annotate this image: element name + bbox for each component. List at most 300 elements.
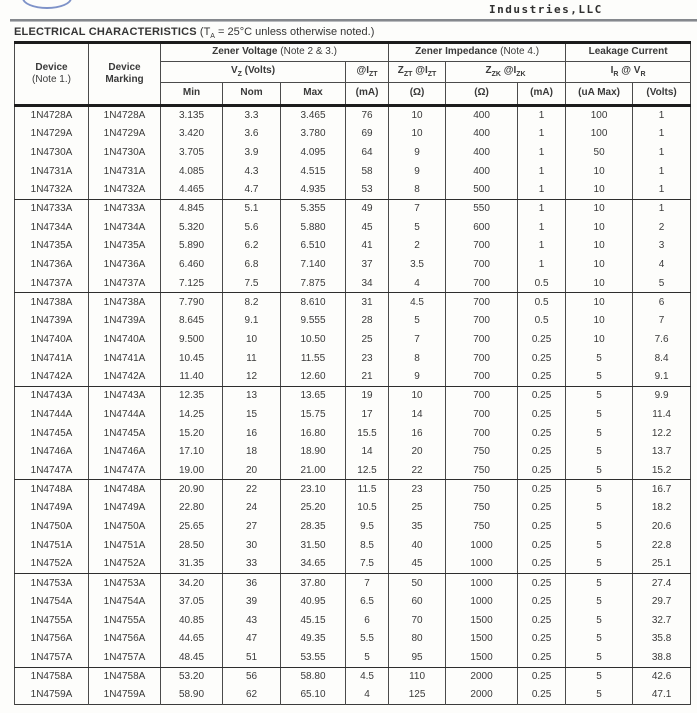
cell: 5 <box>566 573 633 592</box>
cell: 1N4733A <box>15 199 89 218</box>
cell: 4 <box>633 255 691 274</box>
cell: 31 <box>346 293 389 312</box>
page-title <box>14 26 374 40</box>
cell: 15.5 <box>346 424 389 443</box>
unit-header-ua-max: (uA Max) <box>566 83 633 106</box>
cell: 23.10 <box>281 480 346 499</box>
cell: 1N4750A <box>15 517 89 536</box>
cell: 5 <box>566 386 633 405</box>
unit-header-zzk-ohm: (Ω) <box>446 83 518 106</box>
cell: 10.5 <box>346 499 389 518</box>
cell: 10 <box>223 330 281 349</box>
table-row <box>15 461 691 480</box>
col-header-device-marking <box>89 43 161 106</box>
cell: 18.90 <box>281 442 346 461</box>
cell: 0.25 <box>518 480 566 499</box>
cell: 64 <box>346 143 389 162</box>
cell: 5 <box>633 274 691 293</box>
cell: 16 <box>389 424 446 443</box>
cell: 3.9 <box>223 143 281 162</box>
cell: 5 <box>566 630 633 649</box>
cell: 1N4758A <box>15 667 89 686</box>
cell: 45.15 <box>281 611 346 630</box>
cell: 3.705 <box>161 143 223 162</box>
cell: 700 <box>446 386 518 405</box>
cell: 4.935 <box>281 180 346 199</box>
zzt-s2: ZT <box>427 70 437 78</box>
cell: 1N4746A <box>89 442 161 461</box>
cell: 1N4752A <box>89 555 161 574</box>
cell: 5 <box>566 368 633 387</box>
cell: 20 <box>223 461 281 480</box>
unit-header-zzk-ma: (mA) <box>518 83 566 106</box>
cell: 0.25 <box>518 405 566 424</box>
cell: 7.5 <box>346 555 389 574</box>
table-row <box>15 424 691 443</box>
table-row <box>15 218 691 237</box>
cell: 0.25 <box>518 330 566 349</box>
marking-label-line2: Marking <box>105 74 144 85</box>
cell: 39 <box>223 592 281 611</box>
cell: 53.20 <box>161 667 223 686</box>
cell: 9.555 <box>281 311 346 330</box>
table-header <box>15 43 691 106</box>
cell: 4.095 <box>281 143 346 162</box>
cell: 27.4 <box>633 573 691 592</box>
table-row <box>15 517 691 536</box>
irvr-p1: I <box>610 64 614 76</box>
cell: 700 <box>446 330 518 349</box>
cell: 1N4755A <box>89 611 161 630</box>
cell: 7.6 <box>633 330 691 349</box>
table-row <box>15 274 691 293</box>
cell: 6.2 <box>223 237 281 256</box>
cell: 19.00 <box>161 461 223 480</box>
cell: 1N4758A <box>89 667 161 686</box>
cell: 5 <box>566 686 633 705</box>
irvr-s2: R <box>640 70 646 78</box>
cell: 22 <box>223 480 281 499</box>
cell: 13 <box>223 386 281 405</box>
cell: 0.25 <box>518 555 566 574</box>
cell: 7 <box>346 573 389 592</box>
cell: 5.890 <box>161 237 223 256</box>
cell: 16.80 <box>281 424 346 443</box>
cell: 1N4728A <box>89 106 161 125</box>
cell: 23 <box>389 480 446 499</box>
zener-impedance-label: Zener Impedance <box>415 46 498 58</box>
cell: 65.10 <box>281 686 346 705</box>
cell: 1 <box>633 124 691 143</box>
cell: 700 <box>446 349 518 368</box>
cell: 7 <box>633 311 691 330</box>
cell: 0.5 <box>518 293 566 312</box>
cell: 1N4759A <box>89 686 161 705</box>
cell: 95 <box>389 648 446 667</box>
table-row <box>15 648 691 667</box>
cell: 50 <box>566 143 633 162</box>
cell: 20 <box>389 442 446 461</box>
cell: 5 <box>389 311 446 330</box>
cell: 0.25 <box>518 686 566 705</box>
table-row <box>15 311 691 330</box>
cell: 1N4738A <box>15 293 89 312</box>
cell: 6.8 <box>223 255 281 274</box>
cell: 1N4742A <box>15 368 89 387</box>
cell: 1N4751A <box>89 536 161 555</box>
cell: 5.355 <box>281 199 346 218</box>
cell: 7 <box>389 330 446 349</box>
izt-base: @I <box>356 64 369 76</box>
cell: 43 <box>223 611 281 630</box>
cell: 16 <box>223 424 281 443</box>
cell: 0.25 <box>518 424 566 443</box>
cell: 1N4755A <box>15 611 89 630</box>
cell: 750 <box>446 499 518 518</box>
irvr-p2: @ V <box>618 64 641 76</box>
table-row <box>15 592 691 611</box>
cell: 5.6 <box>223 218 281 237</box>
title-main: ELECTRICAL CHARACTERISTICS <box>14 26 197 38</box>
cell: 28.35 <box>281 517 346 536</box>
cell: 8 <box>389 180 446 199</box>
cell: 1N4759A <box>15 686 89 705</box>
cell: 58.90 <box>161 686 223 705</box>
cell: 56 <box>223 667 281 686</box>
cell: 1N4757A <box>15 648 89 667</box>
cell: 3 <box>633 237 691 256</box>
cell: 10.50 <box>281 330 346 349</box>
cell: 3.3 <box>223 106 281 125</box>
cell: 14 <box>389 405 446 424</box>
electrical-characteristics-table <box>14 41 691 705</box>
cell: 1 <box>633 199 691 218</box>
izt-sub: ZT <box>369 70 378 78</box>
cell: 76 <box>346 106 389 125</box>
cell: 0.5 <box>518 274 566 293</box>
cell: 110 <box>389 667 446 686</box>
cell: 12.5 <box>346 461 389 480</box>
cell: 0.5 <box>518 311 566 330</box>
cell: 10 <box>566 255 633 274</box>
cell: 28 <box>346 311 389 330</box>
cell: 0.25 <box>518 349 566 368</box>
cell: 0.25 <box>518 536 566 555</box>
cell: 53.55 <box>281 648 346 667</box>
cell: 1N4732A <box>15 180 89 199</box>
cell: 51 <box>223 648 281 667</box>
zener-impedance-note: (Note 4.) <box>497 46 540 58</box>
table-row <box>15 162 691 181</box>
cell: 1 <box>518 180 566 199</box>
cell: 5.5 <box>346 630 389 649</box>
cell: 44.65 <box>161 630 223 649</box>
cell: 34.20 <box>161 573 223 592</box>
cell: 1500 <box>446 630 518 649</box>
cell: 49.35 <box>281 630 346 649</box>
cell: 22.8 <box>633 536 691 555</box>
cell: 5 <box>566 517 633 536</box>
cell: 3.135 <box>161 106 223 125</box>
cell: 1N4734A <box>89 218 161 237</box>
cell: 37.80 <box>281 573 346 592</box>
cell: 5 <box>566 442 633 461</box>
cell: 3.780 <box>281 124 346 143</box>
cell: 30 <box>223 536 281 555</box>
cell: 700 <box>446 368 518 387</box>
table-row <box>15 686 691 705</box>
cell: 10 <box>566 311 633 330</box>
cell: 1000 <box>446 555 518 574</box>
group-header-zener-impedance <box>389 43 566 62</box>
cell: 1N4737A <box>15 274 89 293</box>
cell: 750 <box>446 480 518 499</box>
cell: 24 <box>223 499 281 518</box>
cell: 0.25 <box>518 499 566 518</box>
table-row <box>15 180 691 199</box>
cell: 3.420 <box>161 124 223 143</box>
cell: 1 <box>633 162 691 181</box>
cell: 35.8 <box>633 630 691 649</box>
cell: 1000 <box>446 536 518 555</box>
cell: 0.25 <box>518 442 566 461</box>
cell: 700 <box>446 293 518 312</box>
cell: 42.6 <box>633 667 691 686</box>
cell: 25 <box>346 330 389 349</box>
cell: 1N4748A <box>89 480 161 499</box>
cell: 4.515 <box>281 162 346 181</box>
cell: 0.25 <box>518 611 566 630</box>
cell: 15.75 <box>281 405 346 424</box>
cell: 7.140 <box>281 255 346 274</box>
cell: 7.790 <box>161 293 223 312</box>
cell: 9.1 <box>223 311 281 330</box>
cell: 12.60 <box>281 368 346 387</box>
cell: 1N4731A <box>15 162 89 181</box>
cell: 1N4729A <box>89 124 161 143</box>
cell: 25 <box>389 499 446 518</box>
cell: 5 <box>566 611 633 630</box>
cell: 48.45 <box>161 648 223 667</box>
title-note-post: = 25°C unless otherwise noted.) <box>214 26 375 38</box>
cell: 1000 <box>446 592 518 611</box>
cell: 5 <box>566 592 633 611</box>
cell: 1N4729A <box>15 124 89 143</box>
cell: 10 <box>389 106 446 125</box>
cell: 100 <box>566 124 633 143</box>
cell: 1N4735A <box>15 237 89 256</box>
cell: 11.40 <box>161 368 223 387</box>
cell: 5.320 <box>161 218 223 237</box>
vz-sub: Z <box>237 70 242 78</box>
cell: 11.4 <box>633 405 691 424</box>
cell: 25.20 <box>281 499 346 518</box>
cell: 23 <box>346 349 389 368</box>
table-row <box>15 124 691 143</box>
cell: 34 <box>346 274 389 293</box>
cell: 1 <box>633 106 691 125</box>
cell: 7 <box>389 199 446 218</box>
cell: 29.7 <box>633 592 691 611</box>
cell: 9 <box>389 368 446 387</box>
cell: 47 <box>223 630 281 649</box>
brand-text: Industries,LLC <box>489 3 603 16</box>
cell: 17 <box>346 405 389 424</box>
cell: 750 <box>446 442 518 461</box>
cell: 17.10 <box>161 442 223 461</box>
cell: 36 <box>223 573 281 592</box>
vz-rest: (Volts) <box>241 64 276 76</box>
cell: 1N4757A <box>89 648 161 667</box>
cell: 62 <box>223 686 281 705</box>
cell: 4.5 <box>346 667 389 686</box>
zzt-p2: @I <box>412 64 428 76</box>
table-row <box>15 536 691 555</box>
cell: 3.465 <box>281 106 346 125</box>
cell: 1N4747A <box>89 461 161 480</box>
cell: 7.5 <box>223 274 281 293</box>
table-row <box>15 611 691 630</box>
cell: 400 <box>446 124 518 143</box>
cell: 125 <box>389 686 446 705</box>
cell: 40.85 <box>161 611 223 630</box>
unit-header-zzt-ohm: (Ω) <box>389 83 446 106</box>
cell: 1N4753A <box>15 573 89 592</box>
cell: 69 <box>346 124 389 143</box>
cell: 600 <box>446 218 518 237</box>
subheader-zzk-at-izk <box>446 62 566 83</box>
cell: 3.5 <box>389 255 446 274</box>
cell: 0.25 <box>518 517 566 536</box>
cell: 20.6 <box>633 517 691 536</box>
unit-header-nom: Nom <box>223 83 281 106</box>
table-row <box>15 349 691 368</box>
cell: 10 <box>566 218 633 237</box>
subheader-zzt-at-izt <box>389 62 446 83</box>
zzk-s1: ZK <box>491 70 501 78</box>
cell: 1N4734A <box>15 218 89 237</box>
cell: 1N4740A <box>15 330 89 349</box>
table-row <box>15 405 691 424</box>
cell: 9 <box>389 143 446 162</box>
cell: 700 <box>446 311 518 330</box>
cell: 37.05 <box>161 592 223 611</box>
cell: 5 <box>566 480 633 499</box>
cell: 49 <box>346 199 389 218</box>
cell: 70 <box>389 611 446 630</box>
subheader-ir-at-vr <box>566 62 691 83</box>
cell: 700 <box>446 424 518 443</box>
table-row <box>15 667 691 686</box>
cell: 1 <box>633 180 691 199</box>
cell: 31.50 <box>281 536 346 555</box>
cell: 1000 <box>446 573 518 592</box>
cell: 7.125 <box>161 274 223 293</box>
cell: 1N4730A <box>15 143 89 162</box>
cell: 15.2 <box>633 461 691 480</box>
irvr-s1: R <box>613 70 619 78</box>
cell: 1N4746A <box>15 442 89 461</box>
cell: 1N4741A <box>89 349 161 368</box>
company-logo-icon <box>22 0 72 9</box>
cell: 1N4743A <box>89 386 161 405</box>
table-row <box>15 573 691 592</box>
cell: 500 <box>446 180 518 199</box>
cell: 5 <box>566 536 633 555</box>
zzk-p1: Z <box>485 64 492 76</box>
cell: 1N4744A <box>15 405 89 424</box>
cell: 5.880 <box>281 218 346 237</box>
title-note-sub: A <box>210 33 215 41</box>
table-row <box>15 386 691 405</box>
cell: 4.5 <box>389 293 446 312</box>
cell: 11.5 <box>346 480 389 499</box>
cell: 0.25 <box>518 630 566 649</box>
cell: 10 <box>566 180 633 199</box>
cell: 1N4730A <box>89 143 161 162</box>
table-row <box>15 143 691 162</box>
cell: 3.6 <box>223 124 281 143</box>
zener-voltage-label: Zener Voltage <box>212 46 278 58</box>
cell: 1N4736A <box>89 255 161 274</box>
vz-base: V <box>230 64 238 76</box>
zzt-s1: ZT <box>403 70 413 78</box>
cell: 28.50 <box>161 536 223 555</box>
cell: 400 <box>446 143 518 162</box>
table-body <box>15 106 691 705</box>
cell: 34.65 <box>281 555 346 574</box>
cell: 1N4728A <box>15 106 89 125</box>
cell: 22.80 <box>161 499 223 518</box>
cell: 700 <box>446 255 518 274</box>
cell: 100 <box>566 106 633 125</box>
cell: 5 <box>566 555 633 574</box>
cell: 6.510 <box>281 237 346 256</box>
cell: 0.25 <box>518 648 566 667</box>
table-row <box>15 442 691 461</box>
cell: 1 <box>518 199 566 218</box>
cell: 8.5 <box>346 536 389 555</box>
cell: 1N4756A <box>15 630 89 649</box>
cell: 50 <box>389 573 446 592</box>
cell: 53 <box>346 180 389 199</box>
zener-voltage-note: (Note 2 & 3.) <box>277 46 337 58</box>
device-note: (Note 1.) <box>32 74 71 85</box>
cell: 1 <box>518 162 566 181</box>
cell: 2000 <box>446 667 518 686</box>
cell: 6.5 <box>346 592 389 611</box>
cell: 47.1 <box>633 686 691 705</box>
cell: 32.7 <box>633 611 691 630</box>
table-row <box>15 237 691 256</box>
cell: 31.35 <box>161 555 223 574</box>
cell: 1N4745A <box>15 424 89 443</box>
cell: 5 <box>566 499 633 518</box>
cell: 1N4747A <box>15 461 89 480</box>
cell: 1N4739A <box>15 311 89 330</box>
cell: 1 <box>518 124 566 143</box>
cell: 1N4739A <box>89 311 161 330</box>
cell: 1N4745A <box>89 424 161 443</box>
cell: 700 <box>446 405 518 424</box>
cell: 27 <box>223 517 281 536</box>
unit-header-min: Min <box>161 83 223 106</box>
cell: 1 <box>518 106 566 125</box>
cell: 1N4735A <box>89 237 161 256</box>
cell: 4.3 <box>223 162 281 181</box>
cell: 4.085 <box>161 162 223 181</box>
cell: 5 <box>566 667 633 686</box>
